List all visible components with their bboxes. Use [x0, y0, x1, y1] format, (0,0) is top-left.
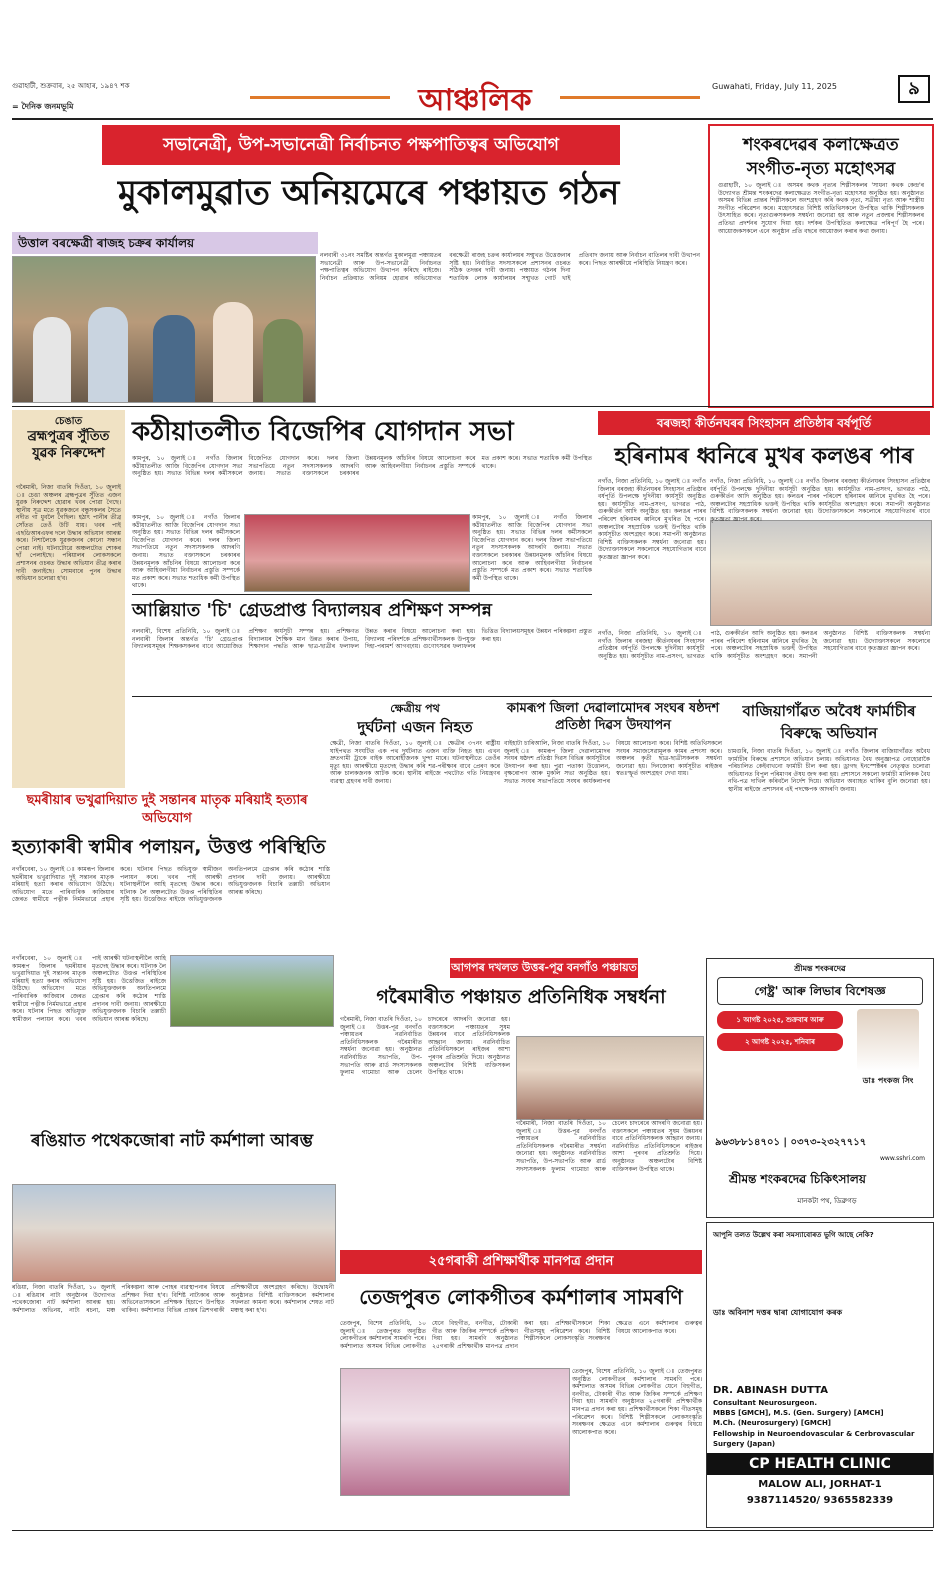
- harinam-headline: হৰিনামৰ ধ্বনিৰে মুখৰ কলঙৰ পাৰ: [614, 444, 914, 469]
- khetriya-body: ক্ষেত্ৰী, নিজা বাতৰি দিওঁতা, ১০ জুলাই ঃ ক্ষেত্ৰীৰ ৩৭নং ৰাষ্ট্ৰীয় ঘাইপথত সংঘটিত এক পথ দুৰ্ঘটনাত এজন ব্যক্তি নিহত হয়। এখন দ্ৰুতগামী ট্ৰাকে বাইক আৰোহীজনক খুন্দা মাৰে। ঘটনাস্থলীতে তেওঁৰ মৃত্যু হয়। আৰক্ষীয়ে মৃতদেহ উদ্ধাৰ কৰি শৱ-পৰীক্ষাৰ বাবে প্ৰেৰণ কৰে আৰু চালকজনক আটক কৰে। স্থানীয় ৰাইজে পথটোত গতি নিয়ন্ত্ৰণৰ ব্যৱস্থা গ্ৰহণৰ দাবী জনায়।: [330, 740, 500, 785]
- harinam-body-3: নগাঁও, নিজা প্ৰতিনিধি, ১০ জুলাই ঃ নগাঁও জিলাৰ বৰজহা কীৰ্তনঘৰৰ সিংহাসন প্ৰতিষ্ঠাৰ বৰ্ষপূৰ্তি উপলক্ষে দুদিনীয়া কাৰ্যসূচী অনুষ্ঠিত হয়। কাৰ্যসূচীত নাম-প্ৰসংগ, ভাগৱত পাঠ, গুৰুকীৰ্তন আদি অনুষ্ঠিত হয়। কলঙৰ পাৰৰ পৰিবেশ হৰিনামৰ ধ্বনিৰে মুখৰিত হৈ পৰে। অঞ্চলটোৰ সহস্ৰাধিক ভক্তই উপস্থিত থাকি কাৰ্যসূচীত অংশগ্ৰহণ কৰে। সমাপনী অনুষ্ঠানত বিশিষ্ট ব্যক্তিসকলক সম্বৰ্ধনা জনোৱা হয়। উদ্যোক্তাসকলে সকলোৰে সহযোগিতাৰ বাবে কৃতজ্ঞতা জ্ঞাপন কৰে।: [598, 630, 930, 660]
- divider-bottom: [12, 1530, 933, 1531]
- harinam-kicker: বৰজহা কীৰ্তনঘৰৰ সিংহাসন প্ৰতিষ্ঠাৰ বৰ্ষপূৰ্তি: [598, 411, 930, 435]
- masthead-left-date: গুৱাহাটী, শুক্ৰবাৰ, ২৫ আহাৰ, ১৯৪৭ শক: [12, 82, 130, 90]
- tezpur-photo: [340, 1368, 570, 1496]
- ahilya-headline: আল্লিয়াত 'চি' গ্ৰেডপ্ৰাপ্ত বিদ্যালয়ৰ প্ৰশিক্ষণ সম্পন্ন: [132, 600, 492, 621]
- masthead-title-rule-left: [250, 96, 390, 99]
- tezpur-body-2: তেজপুৰ, বিশেষ প্ৰতিনিধি, ১০ জুলাই ঃ তেজপুৰত অনুষ্ঠিত লোকগীতৰ কৰ্মশালাৰ সামৰণি পৰে। কৰ্মশালাত অসমৰ বিভিন্ন লোকগীত যেনে বিহুগীত, বনগীত, টোকাৰী গীত আৰু জিকিৰ সম্পৰ্কে প্ৰশিক্ষণ দিয়া হয়। সামৰণি অনুষ্ঠানত ২৫গৰাকী প্ৰশিক্ষাৰ্থীক মানপত্ৰ প্ৰদান কৰা হয়। প্ৰশিক্ষাৰ্থীসকলে শিকা গীতসমূহ পৰিৱেশন কৰে। বিশিষ্ট শিল্পীসকলে লোকসংস্কৃতি সংৰক্ষণৰ ক্ষেত্ৰত এনে কৰ্মশালাৰ গুৰুত্বৰ বিষয়ে আলোকপাত কৰে।: [572, 1368, 702, 1436]
- kamrup-body: বাইহাটা চাৰিআলি, নিজা বাতৰি দিওঁতা, ১০ জুলাই ঃ কামৰূপ জিলা দেৱালামোদৰ সংঘৰ ষষ্ঠদশ প্ৰতিষ্ঠা দিৱস বিভিন্ন কাৰ্যসূচীৰে উদযাপন কৰা হয়। পুৱা পতাকা উত্তোলন, বৃক্ষৰোপণ আৰু মুকলি সভা অনুষ্ঠিত হয়। সভাত সংঘৰ সভাপতিয়ে সংঘৰ কাৰ্যকলাপৰ বিষয়ে আলোচনা কৰে। বিশিষ্ট অতিথিসকলে সংঘৰ সমাজসেৱামূলক কামৰ প্ৰশংসা কৰে। অঞ্চলৰ কৃতী ছাত্ৰ-ছাত্ৰীসকলক সম্বৰ্ধনা জনোৱা হয়। দিনজোৰা কাৰ্যসূচীত ৰাইজৰ স্বতঃস্ফূৰ্ত অংশগ্ৰহণ দেখা যায়।: [504, 740, 722, 785]
- khetriya-kicker: ক্ষেত্ৰীয় পথ: [390, 702, 440, 715]
- uttarpurb-kicker: আগপৰ দখলত উত্তৰ-পূৱ বনগাঁও পঞ্চায়ত: [450, 958, 638, 978]
- murder-kicker: ছমৰীয়াৰ ভখুৱাদিয়াত দুই সন্তানৰ মাতৃক মৰিয়াই হত্যাৰ অভিযোগ: [26, 793, 308, 826]
- ad-neuro-question: আপুনি তলত উল্লেখ কৰা সমস্যাবোৰত ভুগি আছে নেকি?: [713, 1231, 874, 1239]
- ad-neuro-phones: 9387114520/ 9365582339: [746, 1495, 894, 1506]
- ad-gastro-address: মানকটা পথ, ডিব্ৰুগড়: [797, 1197, 857, 1205]
- bjp-body-right: কামপুৰ, ১০ জুলাই ঃ নগাঁও জিলাৰ কঠীয়াতলীত আজি বিজেপিৰ যোগদান সভা অনুষ্ঠিত হয়। সভাত বিভিন্ন দলৰ কৰ্মীসকলে বিজেপিত যোগদান কৰে। দলৰ জিলা সভাপতিয়ে নতুন সদস্যসকলক আদৰণি জনায়। সভাত বক্তাসকলে চৰকাৰৰ উন্নয়নমূলক আঁচনিৰ বিষয়ে আলোচনা কৰে আৰু আহিবলগীয়া নিৰ্বাচনৰ প্ৰস্তুতি সম্পৰ্কে মত প্ৰকাশ কৰে। সভাত শতাধিক কৰ্মী উপস্থিত থাকে।: [472, 514, 592, 582]
- ad-neuro-line4: Fellowship in Neuroendovascular & Cerbrovascular Surgery (Japan): [713, 1430, 915, 1448]
- lead-kicker: সভানেত্ৰী, উপ-সভানেত্ৰী নিৰ্বাচনত পক্ষপাতিত্বৰ অভিযোগ: [102, 125, 620, 165]
- harinam-body-2: নগাঁও, নিজা প্ৰতিনিধি, ১০ জুলাই ঃ নগাঁও জিলাৰ বৰজহা কীৰ্তনঘৰৰ সিংহাসন প্ৰতিষ্ঠাৰ বৰ্ষপূৰ্তি উপলক্ষে দুদিনীয়া কাৰ্যসূচী অনুষ্ঠিত হয়। কাৰ্যসূচীত নাম-প্ৰসংগ, ভাগৱত পাঠ, গুৰুকীৰ্তন আদি অনুষ্ঠিত হয়। কলঙৰ পাৰৰ পৰিবেশ হৰিনামৰ ধ্বনিৰে মুখৰিত হৈ পৰে। অঞ্চলটোৰ সহস্ৰাধিক ভক্তই উপস্থিত থাকি কাৰ্যসূচীত অংশগ্ৰহণ কৰে। সমাপনী অনুষ্ঠানত বিশিষ্ট ব্যক্তিসকলক সম্বৰ্ধনা জনোৱা হয়। উদ্যোক্তাসকলে সকলোৰে সহযোগিতাৰ বাবে কৃতজ্ঞতা জ্ঞাপন কৰে।: [710, 478, 930, 523]
- brahmaputra-kicker: চেঙাত: [54, 416, 83, 427]
- divider-row2: [132, 696, 932, 697]
- masthead-right-date: Guwahati, Friday, July 11, 2025: [712, 82, 838, 91]
- ad-neuro-address: MALOW ALI, JORHAT-1: [758, 1479, 882, 1490]
- ad-gastro-web: www.sshri.com: [880, 1155, 925, 1162]
- tezpur-kicker: ২৫গৰাকী প্ৰশিক্ষাৰ্থীক মানপত্ৰ প্ৰদান: [340, 1250, 702, 1274]
- ahilya-body: নলবাৰী, বিশেষ প্ৰতিনিধি, ১০ জুলাই ঃ নলবাৰী জিলাৰ অন্তৰ্গত 'চি' গ্ৰেডপ্ৰাপ্ত বিদ্যালয়সমূহৰ শিক্ষকসকলৰ বাবে আয়োজিত প্ৰশিক্ষণ কাৰ্যসূচী সম্পন্ন হয়। প্ৰশিক্ষণত বিদ্যালয়ৰ শৈক্ষিক মান উন্নত কৰাৰ উপায়, শিক্ষাদান পদ্ধতি আৰু ছাত্ৰ-ছাত্ৰীৰ ফলাফল উন্নত কৰাৰ বিষয়ে আলোচনা কৰা হয়। বিদ্যালয় পৰিদৰ্শকে প্ৰশিক্ষণাৰ্থীসকলক উপযুক্ত দিহা-পৰামৰ্শ আগবঢ়ায়। গুণোৎসৱৰ ফলাফলৰ ভিত্তিত বিদ্যালয়সমূহৰ উন্নয়ন পৰিকল্পনা প্ৰস্তুত কৰা হয়।: [132, 628, 592, 651]
- ad-gastro-top: শ্ৰীমন্ত শংকৰদেৱ: [794, 964, 846, 973]
- ad-neuro-name: DR. ABINASH DUTTA: [713, 1385, 828, 1396]
- brahmaputra-body: গৰৈমাৰী, নিজা বাতৰি দিওঁতা, ১০ জুলাই ঃ চেঙা অঞ্চলৰ ব্ৰহ্মপুত্ৰৰ সুঁতিত এজন যুৱক নিৰুদ্দেশ হোৱাৰ খবৰ পোৱা গৈছে। স্থানীয় সূত্ৰ মতে যুৱকজনে বন্ধুসকলৰ সৈতে নদীত গা ধুবলৈ গৈছিল। হঠাৎ পানীৰ তীব্ৰ সোঁতত তেওঁ উটি যায়। খবৰ পাই এছডিআৰএফৰ দলে উদ্ধাৰ অভিযান আৰম্ভ কৰে। নিশালৈকে যুৱকজনৰ কোনো সন্ধান পোৱা নাই। ঘটনাটোৱে অঞ্চলটোত শোকৰ ছাঁ পেলাইছে। পৰিয়ালৰ লোকসকলে প্ৰশাসনৰ ওচৰত উদ্ধাৰ অভিযান তীব্ৰ কৰাৰ দাবী জনাইছে। সোমবাৰে পুনৰ উদ্ধাৰ অভিযান চলোৱা হ'ব।: [16, 484, 121, 583]
- brahmaputra-box: [12, 410, 125, 788]
- sankardev-title-2: সংগীত-নৃত্য মহোৎসৱ: [746, 159, 896, 179]
- bjp-headline: কঠীয়াতলীত বিজেপিৰ যোগদান সভা: [132, 417, 514, 447]
- tezpur-body: তেজপুৰ, বিশেষ প্ৰতিনিধি, ১০ জুলাই ঃ তেজপুৰত অনুষ্ঠিত লোকগীতৰ কৰ্মশালাৰ সামৰণি পৰে। কৰ্মশালাত অসমৰ বিভিন্ন লোকগীত যেনে বিহুগীত, বনগীত, টোকাৰী গীত আৰু জিকিৰ সম্পৰ্কে প্ৰশিক্ষণ দিয়া হয়। সামৰণি অনুষ্ঠানত ২৫গৰাকী প্ৰশিক্ষাৰ্থীক মানপত্ৰ প্ৰদান কৰা হয়। প্ৰশিক্ষাৰ্থীসকলে শিকা গীতসমূহ পৰিৱেশন কৰে। বিশিষ্ট শিল্পীসকলে লোকসংস্কৃতি সংৰক্ষণৰ ক্ষেত্ৰত এনে কৰ্মশালাৰ গুৰুত্বৰ বিষয়ে আলোকপাত কৰে।: [340, 1320, 702, 1350]
- murder-photo: [170, 955, 334, 1027]
- divider-row1: [12, 406, 933, 407]
- ad-gastro: [706, 958, 934, 1218]
- ad-gastro-date2: ২ আগষ্ট ২০২৫, শনিবাৰ: [717, 1033, 843, 1051]
- rangia-headline: ৰঙিয়াত পথেকজোৰা নাট কৰ্মশালা আৰম্ভ: [30, 1131, 314, 1151]
- ad-gastro-date1: ১ আগষ্ট ২০২৫, শুক্ৰবাৰ আৰু: [717, 1011, 843, 1029]
- harinam-photo: [710, 520, 932, 626]
- uttarpurb-photo: [516, 1036, 704, 1120]
- lead-photo: [12, 256, 316, 403]
- ad-gastro-phone: ৯৬৩৮৮১৪৭০১ | ০৩৭৩-২৩২৭৭১৭: [715, 1137, 867, 1148]
- murder-headline: হত্যাকাৰী স্বামীৰ পলায়ন, উত্তপ্ত পৰিস্থিতি: [12, 836, 326, 858]
- lead-body: নলবাৰী ৩১নং সমষ্টিৰ অন্তৰ্গত মুকালমুৱা পঞ্চায়তৰ সভানেত্ৰী আৰু উপ-সভানেত্ৰী নিৰ্বাচনত পক্ষপাতিত্বৰ অভিযোগ উত্থাপন কৰিছে ৰাইজে। নিৰ্বাচন প্ৰক্ৰিয়াত অনিয়ম হোৱাৰ অভিযোগত বৰক্ষেত্ৰী ৰাজহ চক্ৰৰ কাৰ্যালয়ৰ সন্মুখত উত্তেজনাৰ সৃষ্টি হয়। নিৰ্বাচিত সদস্যসকলে প্ৰশাসনৰ ওচৰত সঠিক তদন্তৰ দাবী জনায়। পঞ্চায়ত গঠনৰ দিনা শতাধিক লোক কাৰ্যালয়ৰ সন্মুখত গোট খাই প্ৰতিবাদ জনায় আৰু নিৰ্বাচন বাতিলৰ দাবী উত্থাপন কৰে। পিছত আৰক্ষীয়ে পৰিস্থিতি নিয়ন্ত্ৰণ কৰে।: [320, 252, 700, 282]
- divider-ahilya: [132, 594, 592, 595]
- ad-gastro-clinic: শ্ৰীমন্ত শংকৰদেৱ চিকিৎসালয়: [729, 1172, 866, 1186]
- lead-headline: মুকালমুৱাত অনিয়মেৰে পঞ্চায়ত গঠন: [118, 173, 620, 213]
- ad-neuro-clinic: CP HEALTH CLINIC: [707, 1453, 933, 1475]
- bajiyagaon-headline: বাজিয়াগাঁৱত অবৈধ ফাৰ্মাচীৰ বিৰুদ্ধে অভিযান: [742, 702, 916, 742]
- bajiyagaon-body: চামগুৰি, নিজা বাতৰি দিওঁতা, ১০ জুলাই ঃ নগাঁও জিলাৰ বাজিয়াগাঁৱত অবৈধ ফাৰ্মাচীৰ বিৰুদ্ধে প্ৰশাসনে অভিযান চলায়। অভিযানত বৈধ অনুজ্ঞাপত্ৰ নোহোৱাকৈ পৰিচালিত কেইবাখনো ফাৰ্মাচী চীল কৰা হয়। ড্ৰাগছ ইনস্পেক্টৰৰ নেতৃত্বত চলোৱা অভিযানত বিপুল পৰিমাণৰ ঔষধ জব্দ কৰা হয়। প্ৰশাসনে সকলো ফাৰ্মাচী মালিকক বৈধ নথি-পত্ৰ দাখিল কৰিবলৈ নিৰ্দেশ দিয়ে। অভিযান অব্যাহত থাকিব বুলি জনোৱা হয়। স্থানীয় ৰাইজে প্ৰশাসনৰ এই পদক্ষেপক আদৰণি জনায়।: [728, 748, 930, 793]
- ad-neuro-line3: M.Ch. (Neurosurgery) [GMCH]: [713, 1419, 832, 1427]
- sankardev-title-1: শংকৰদেৱৰ কলাক্ষেত্ৰত: [743, 135, 899, 155]
- brahmaputra-headline: ব্ৰহ্মপুত্ৰৰ সুঁতিত যুৱক নিৰুদ্দেশ: [27, 429, 110, 461]
- ad-neuro-doctor-kicker: ডাঃ অবিনাশ দত্তৰ দ্বাৰা যোগাযোগ কৰক: [713, 1308, 843, 1317]
- bjp-body-side: কামপুৰ, ১০ জুলাই ঃ নগাঁও জিলাৰ কঠীয়াতলীত আজি বিজেপিৰ যোগদান সভা অনুষ্ঠিত হয়। সভাত বিভিন্ন দলৰ কৰ্মীসকলে বিজেপিত যোগদান কৰে। দলৰ জিলা সভাপতিয়ে নতুন সদস্যসকলক আদৰণি জনায়। সভাত বক্তাসকলে চৰকাৰৰ উন্নয়নমূলক আঁচনিৰ বিষয়ে আলোচনা কৰে আৰু আহিবলগীয়া নিৰ্বাচনৰ প্ৰস্তুতি সম্পৰ্কে মত প্ৰকাশ কৰে। সভাত শতাধিক কৰ্মী উপস্থিত থাকে।: [132, 514, 240, 590]
- ad-gastro-title: গেষ্ট্ৰ' আৰু লিভাৰ বিশেষজ্ঞ: [717, 977, 923, 1005]
- ad-neuro-line2: MBBS [GMCH], M.S. (Gen. Surgery) [AMCH]: [713, 1409, 884, 1417]
- murder-body-2: নগাঁৰবেৰা, ১০ জুলাই ঃ কামৰূপ জিলাৰ ছমৰীয়াৰ ভখুৱাদিয়াত দুই সন্তানৰ মাতৃক মৰিয়াই হত্যা কৰাৰ অভিযোগ উঠিছে। অভিযোগ মতে পাৰিবাৰিক কাজিয়াৰ জেৰত স্বামীয়ে পত্নীক নিৰ্মমভাৱে প্ৰহাৰ কৰে। ঘটনাৰ পিছত অভিযুক্ত স্বামীজন পলায়ন কৰে। খবৰ পাই আৰক্ষী ঘটনাস্থলীলৈ আহি মৃতদেহ উদ্ধাৰ কৰে। ঘটনাক লৈ অঞ্চলটোত উত্তপ্ত পৰিস্থিতিৰ সৃষ্টি হয়। উত্তেজিত ৰাইজে অভিযুক্তজনক অনতিপলমে গ্ৰেপ্তাৰ কৰি কঠোৰ শাস্তি প্ৰদানৰ দাবী জনায়। আৰক্ষীয়ে অভিযুক্তজনক বিচাৰি তল্লাচী অভিযান আৰম্ভ কৰিছে।: [12, 955, 166, 1023]
- bjp-body: কামপুৰ, ১০ জুলাই ঃ নগাঁও জিলাৰ কঠীয়াতলীত আজি বিজেপিৰ যোগদান সভা অনুষ্ঠিত হয়। সভাত বিভিন্ন দলৰ কৰ্মীসকলে বিজেপিত যোগদান কৰে। দলৰ জিলা সভাপতিয়ে নতুন সদস্যসকলক আদৰণি জনায়। সভাত বক্তাসকলে চৰকাৰৰ উন্নয়নমূলক আঁচনিৰ বিষয়ে আলোচনা কৰে আৰু আহিবলগীয়া নিৰ্বাচনৰ প্ৰস্তুতি সম্পৰ্কে মত প্ৰকাশ কৰে। সভাত শতাধিক কৰ্মী উপস্থিত থাকে।: [132, 455, 592, 478]
- masthead-title: আঞ্চলিক: [418, 83, 532, 118]
- ad-neuro: [706, 1222, 934, 1528]
- masthead-left-paper: = দৈনিক জনমভূমি: [12, 102, 74, 111]
- ad-neuro-line1: Consultant Neurosurgeon.: [713, 1399, 817, 1407]
- ad-gastro-doctor: ডাঃ পংকজ সিং: [862, 1076, 914, 1085]
- masthead: [0, 70, 945, 120]
- murder-body: নগাঁৰবেৰা, ১০ জুলাই ঃ কামৰূপ জিলাৰ ছমৰীয়াৰ ভখুৱাদিয়াত দুই সন্তানৰ মাতৃক মৰিয়াই হত্যা কৰাৰ অভিযোগ উঠিছে। অভিযোগ মতে পাৰিবাৰিক কাজিয়াৰ জেৰত স্বামীয়ে পত্নীক নিৰ্মমভাৱে প্ৰহাৰ কৰে। ঘটনাৰ পিছত অভিযুক্ত স্বামীজন পলায়ন কৰে। খবৰ পাই আৰক্ষী ঘটনাস্থলীলৈ আহি মৃতদেহ উদ্ধাৰ কৰে। ঘটনাক লৈ অঞ্চলটোত উত্তপ্ত পৰিস্থিতিৰ সৃষ্টি হয়। উত্তেজিত ৰাইজে অভিযুক্তজনক অনতিপলমে গ্ৰেপ্তাৰ কৰি কঠোৰ শাস্তি প্ৰদানৰ দাবী জনায়। আৰক্ষীয়ে অভিযুক্তজনক বিচাৰি তল্লাচী অভিযান আৰম্ভ কৰিছে।: [12, 866, 330, 904]
- ad-gastro-doctor-photo: [857, 1009, 919, 1071]
- page-number: ৯: [898, 75, 930, 103]
- uttarpurb-body: গৰৈমাৰী, নিজা বাতৰি দিওঁতা, ১০ জুলাই ঃ উত্তৰ-পূৱ বনগাঁও পঞ্চায়তৰ নৱনিৰ্বাচিত প্ৰতিনিধিসকলক গৰৈমাৰীত সম্বৰ্ধনা জনোৱা হয়। অনুষ্ঠানত নৱনিৰ্বাচিত সভাপতি, উপ-সভাপতি আৰু ৱাৰ্ড সদস্যসকলক ফুলাম গামোচা আৰু চেলেং চাদৰেৰে আদৰণি জনোৱা হয়। বক্তাসকলে পঞ্চায়তৰ সুষম উন্নয়নৰ বাবে প্ৰতিনিধিসকলক আহ্বান জনায়। নৱনিৰ্বাচিত প্ৰতিনিধিসকলে ৰাইজৰ আশা পূৰণৰ প্ৰতিশ্ৰুতি দিয়ে। অনুষ্ঠানত অঞ্চলটোৰ বিশিষ্ট ব্যক্তিসকল উপস্থিত থাকে।: [340, 1016, 510, 1077]
- sankardev-body: গুৱাহাটী, ১০ জুলাই ঃ অসমৰ কথক নৃত্যৰ শিল্পীসকলৰ 'সাধনা কথক কেন্দ্ৰ'ৰ উদ্যোগত শ্ৰীমন্ত শংকৰদেৱ কলাক্ষেত্ৰত সংগীত-নৃত্য মহোৎসৱ অনুষ্ঠিত হয়। অনুষ্ঠানত অসমৰ বিভিন্ন প্ৰান্তৰ শিল্পীসকলে অংশগ্ৰহণ কৰি কথক নৃত্য, সত্ৰীয়া নৃত্য আৰু শাস্ত্ৰীয় সংগীত পৰিৱেশন কৰে। মহোৎসৱত বিশিষ্ট অতিথিসকলে উপস্থিত থাকি শিল্পীসকলক উৎসাহিত কৰে। নৃত্যগুৰুসকলক সম্বৰ্ধনা জনোৱা হয় আৰু নতুন প্ৰজন্মৰ শিল্পীসকলৰ প্ৰতিভা প্ৰদৰ্শনৰ সুযোগ দিয়া হয়। দৰ্শকৰ উপস্থিতিত কলাক্ষেত্ৰ পৰিপূৰ্ণ হৈ পৰে। আয়োজকসকলে এনে অনুষ্ঠান প্ৰতি বছৰে আয়োজন কৰাৰ কথা জনায়।: [718, 182, 924, 235]
- masthead-title-rule-right: [560, 96, 700, 99]
- uttarpurb-body-2: গৰৈমাৰী, নিজা বাতৰি দিওঁতা, ১০ জুলাই ঃ উত্তৰ-পূৱ বনগাঁও পঞ্চায়তৰ নৱনিৰ্বাচিত প্ৰতিনিধিসকলক গৰৈমাৰীত সম্বৰ্ধনা জনোৱা হয়। অনুষ্ঠানত নৱনিৰ্বাচিত সভাপতি, উপ-সভাপতি আৰু ৱাৰ্ড সদস্যসকলক ফুলাম গামোচা আৰু চেলেং চাদৰেৰে আদৰণি জনোৱা হয়। বক্তাসকলে পঞ্চায়তৰ সুষম উন্নয়নৰ বাবে প্ৰতিনিধিসকলক আহ্বান জনায়। নৱনিৰ্বাচিত প্ৰতিনিধিসকলে ৰাইজৰ আশা পূৰণৰ প্ৰতিশ্ৰুতি দিয়ে। অনুষ্ঠানত অঞ্চলটোৰ বিশিষ্ট ব্যক্তিসকল উপস্থিত থাকে।: [516, 1120, 702, 1173]
- bjp-photo: [244, 514, 470, 592]
- khetriya-headline: দুৰ্ঘটনা এজন নিহত: [357, 718, 473, 736]
- sankardev-box: [708, 124, 934, 408]
- lead-photo-caption: উত্তাল বৰক্ষেত্ৰী ৰাজহ চক্ৰৰ কাৰ্যালয়: [12, 232, 318, 254]
- harinam-body: নগাঁও, নিজা প্ৰতিনিধি, ১০ জুলাই ঃ নগাঁও জিলাৰ বৰজহা কীৰ্তনঘৰৰ সিংহাসন প্ৰতিষ্ঠাৰ বৰ্ষপূৰ্তি উপলক্ষে দুদিনীয়া কাৰ্যসূচী অনুষ্ঠিত হয়। কাৰ্যসূচীত নাম-প্ৰসংগ, ভাগৱত পাঠ, গুৰুকীৰ্তন আদি অনুষ্ঠিত হয়। কলঙৰ পাৰৰ পৰিবেশ হৰিনামৰ ধ্বনিৰে মুখৰিত হৈ পৰে। অঞ্চলটোৰ সহস্ৰাধিক ভক্তই উপস্থিত থাকি কাৰ্যসূচীত অংশগ্ৰহণ কৰে। সমাপনী অনুষ্ঠানত বিশিষ্ট ব্যক্তিসকলক সম্বৰ্ধনা জনোৱা হয়। উদ্যোক্তাসকলে সকলোৰে সহযোগিতাৰ বাবে কৃতজ্ঞতা জ্ঞাপন কৰে।: [598, 478, 706, 561]
- tezpur-headline: তেজপুৰত লোকগীতৰ কৰ্মশালাৰ সামৰণি: [359, 1285, 683, 1309]
- rangia-body: ৰঙিয়া, নিজা বাতৰি দিওঁতা, ১০ জুলাই ঃ ৰঙিয়াৰ নাট্য অনুষ্ঠানৰ উদ্যোগত পথেকজোৰা নাট কৰ্মশালা আৰম্ভ হয়। কৰ্মশালাত অভিনয়, নাট্য ৰচনা, মঞ্চ পৰিকল্পনা আৰু পোহৰ ব্যৱস্থাপনাৰ বিষয়ে প্ৰশিক্ষণ দিয়া হ'ব। বিশিষ্ট নাট্যকাৰ আৰু অভিনেতাসকলে প্ৰশিক্ষক হিচাপে উপস্থিত থাকিব। কৰ্মশালাত বিভিন্ন প্ৰান্তৰ ত্ৰিশগৰাকী প্ৰশিক্ষাৰ্থীয়ে অংশগ্ৰহণ কৰিছে। উদ্বোধনী অনুষ্ঠানত বিশিষ্ট ব্যক্তিসকলে কৰ্মশালাৰ সফলতা কামনা কৰে। কৰ্মশালাৰ শেষত নাট মঞ্চস্থ কৰা হ'ব।: [12, 1284, 334, 1314]
- masthead-divider: [12, 118, 933, 120]
- uttarpurb-headline: গৰৈমাৰীত পঞ্চায়ত প্ৰতিনিধিক সম্বৰ্ধনা: [376, 986, 666, 1008]
- rangia-photo: [12, 1184, 336, 1282]
- kamrup-headline: কামৰূপ জিলা দেৱালামোদৰ সংঘৰ ষষ্ঠদশ প্ৰতিষ্ঠা দিৱস উদযাপন: [506, 701, 720, 733]
